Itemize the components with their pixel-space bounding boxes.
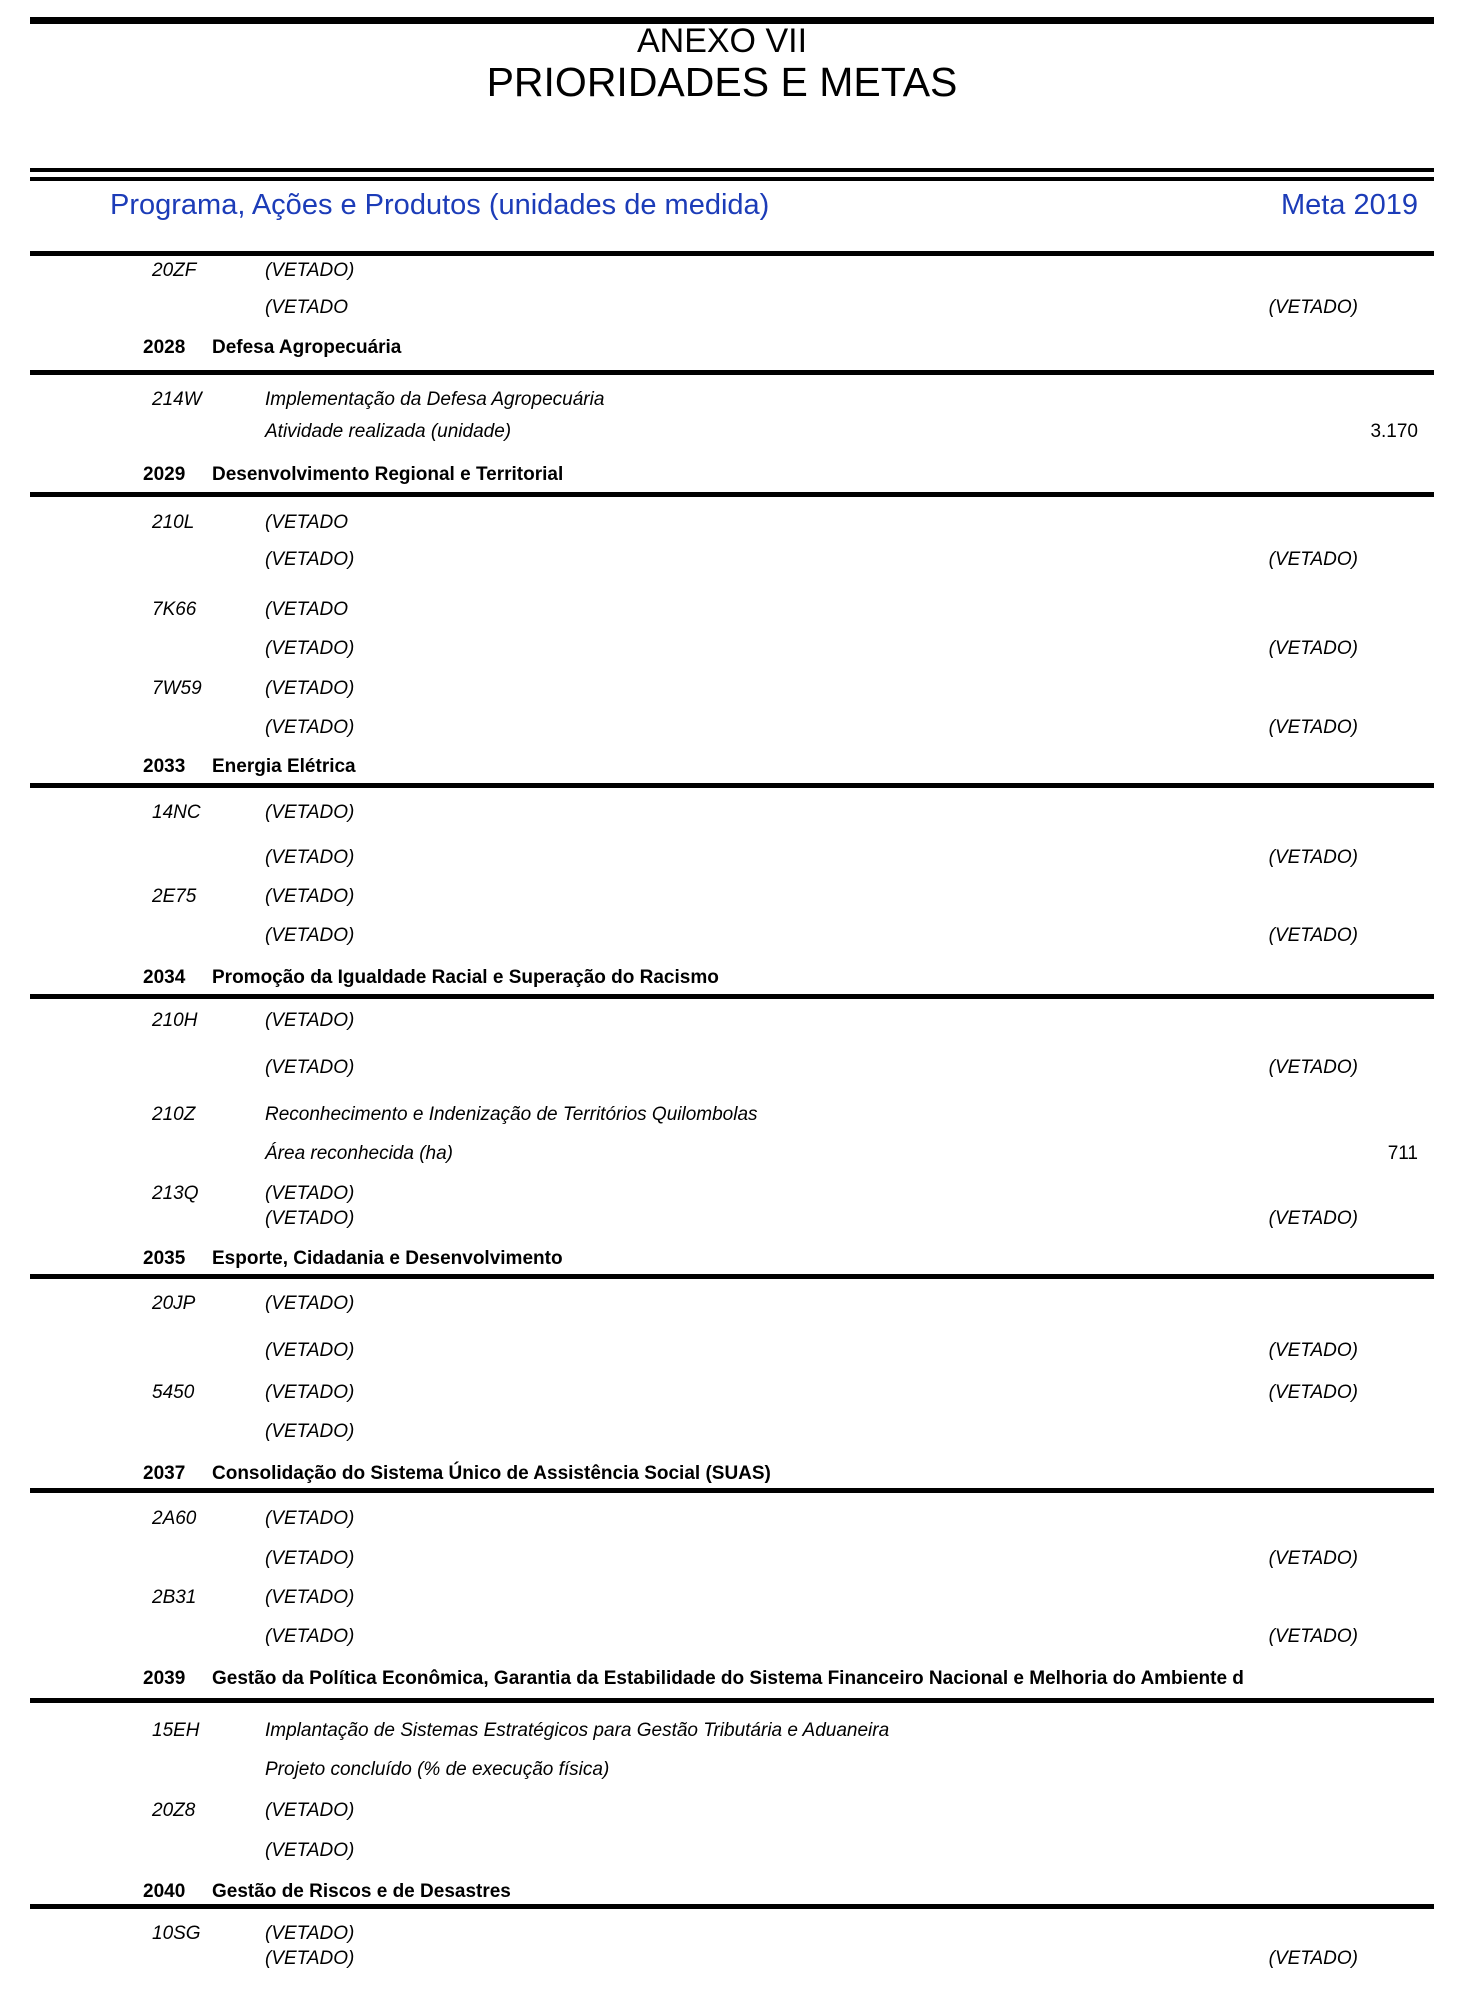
meta-value: 711 [1387, 1143, 1418, 1164]
action-description: (VETADO [265, 599, 349, 620]
action-description: (VETADO) [265, 1382, 355, 1403]
program-code: 2035 [143, 1248, 186, 1269]
meta-value: (VETADO) [1268, 1626, 1358, 1647]
action-code: 213Q [152, 1183, 199, 1204]
action-description: (VETADO) [265, 1293, 355, 1314]
action-row [0, 1799, 1464, 1823]
product-row [0, 1758, 1464, 1782]
product-description: (VETADO) [265, 925, 355, 946]
action-code: 214W [152, 389, 202, 410]
action-row [0, 885, 1464, 909]
product-description: (VETADO) [265, 847, 355, 868]
action-description: (VETADO) [265, 802, 355, 823]
program-code: 2028 [143, 337, 186, 358]
program-row [0, 1247, 1464, 1271]
product-row [0, 1947, 1464, 1971]
action-code: 2E75 [152, 886, 197, 907]
product-description: (VETADO) [265, 1057, 355, 1078]
section-divider-rule [30, 1488, 1434, 1493]
action-code: 20JP [152, 1293, 196, 1314]
product-description: (VETADO) [265, 549, 355, 570]
program-code: 2034 [143, 967, 186, 988]
program-code: 2033 [143, 756, 186, 777]
action-row [0, 1292, 1464, 1316]
product-description: (VETADO) [265, 1208, 355, 1229]
action-code: 2B31 [152, 1587, 197, 1608]
action-code: 7W59 [152, 678, 202, 699]
action-row [0, 1381, 1464, 1405]
meta-value: (VETADO) [1268, 1548, 1358, 1569]
action-code: 5450 [152, 1382, 195, 1403]
action-description: (VETADO) [265, 886, 355, 907]
product-description: (VETADO) [265, 717, 355, 738]
product-description: Projeto concluído (% de execução física) [265, 1759, 610, 1780]
program-row [0, 1667, 1464, 1691]
section-divider-rule [30, 994, 1434, 999]
action-description: (VETADO) [265, 1183, 355, 1204]
program-row [0, 336, 1464, 360]
program-code: 2037 [143, 1463, 186, 1484]
action-row [0, 1507, 1464, 1531]
product-row [0, 1142, 1464, 1166]
product-row [0, 1547, 1464, 1571]
action-description: (VETADO) [265, 1800, 355, 1821]
action-description: (VETADO) [265, 260, 355, 281]
product-description: (VETADO [265, 297, 349, 318]
section-divider-rule [30, 492, 1434, 497]
program-description: Promoção da Igualdade Racial e Superação do Racismo [212, 967, 719, 988]
product-row [0, 1056, 1464, 1080]
action-row [0, 259, 1464, 283]
action-row [0, 388, 1464, 412]
product-row [0, 296, 1464, 320]
product-row [0, 637, 1464, 661]
product-description: (VETADO) [265, 638, 355, 659]
column-header-programs: Programa, Ações e Produtos (unidades de medida) [110, 189, 770, 221]
header-rule [30, 251, 1434, 256]
action-row [0, 1182, 1464, 1206]
section-divider-rule [30, 1904, 1434, 1909]
double-rule-bottom [30, 177, 1434, 181]
action-description: Reconhecimento e Indenização de Territórios Quilombolas [265, 1104, 758, 1125]
page-subtitle: PRIORIDADES E METAS [486, 59, 958, 105]
action-description: Implantação de Sistemas Estratégicos para Gestão Tributária e Aduaneira [265, 1720, 890, 1741]
action-row [0, 598, 1464, 622]
product-row [0, 924, 1464, 948]
meta-value: (VETADO) [1268, 1208, 1358, 1229]
program-row [0, 1880, 1464, 1904]
action-row [0, 677, 1464, 701]
section-divider-rule [30, 783, 1434, 788]
program-description: Esporte, Cidadania e Desenvolvimento [212, 1248, 563, 1269]
product-row [0, 1339, 1464, 1363]
program-code: 2029 [143, 464, 186, 485]
program-row [0, 966, 1464, 990]
product-row [0, 716, 1464, 740]
action-code: 20Z8 [152, 1800, 196, 1821]
program-row [0, 1462, 1464, 1486]
product-description: (VETADO) [265, 1548, 355, 1569]
action-code: 15EH [152, 1720, 200, 1741]
meta-value: (VETADO) [1268, 925, 1358, 946]
meta-value: (VETADO) [1268, 1340, 1358, 1361]
action-code: 10SG [152, 1923, 201, 1944]
action-row [0, 511, 1464, 535]
action-row [0, 1009, 1464, 1033]
section-divider-rule [30, 370, 1434, 375]
action-code: 7K66 [152, 599, 197, 620]
meta-value: (VETADO) [1268, 549, 1358, 570]
column-header-meta: Meta 2019 [1280, 189, 1418, 221]
meta-value: (VETADO) [1268, 717, 1358, 738]
product-row [0, 1839, 1464, 1863]
action-row [0, 1922, 1464, 1946]
double-rule-top [30, 168, 1434, 172]
meta-value: (VETADO) [1268, 1948, 1358, 1969]
program-description: Desenvolvimento Regional e Territorial [212, 464, 564, 485]
meta-value: 3.170 [1370, 421, 1418, 442]
action-row [0, 1103, 1464, 1127]
program-code: 2039 [143, 1668, 186, 1689]
action-code: 14NC [152, 802, 201, 823]
product-row [0, 548, 1464, 572]
product-description: (VETADO) [265, 1340, 355, 1361]
meta-value: (VETADO) [1268, 297, 1358, 318]
program-description: Consolidação do Sistema Único de Assistência Social (SUAS) [212, 1463, 771, 1484]
action-description: (VETADO) [265, 1010, 355, 1031]
action-row [0, 1586, 1464, 1610]
program-description: Gestão da Política Econômica, Garantia da Estabilidade do Sistema Financeiro Nacional e Melhoria do Ambiente d [212, 1668, 1244, 1689]
program-description: Defesa Agropecuária [212, 337, 402, 358]
action-code: 2A60 [152, 1508, 197, 1529]
action-description: (VETADO) [265, 678, 355, 699]
section-divider-rule [30, 1698, 1434, 1703]
page-title: ANEXO VII [636, 22, 808, 60]
meta-value: (VETADO) [1268, 847, 1358, 868]
meta-value: (VETADO) [1268, 638, 1358, 659]
meta-value: (VETADO) [1268, 1057, 1358, 1078]
product-row [0, 846, 1464, 870]
product-row [0, 1625, 1464, 1649]
program-description: Energia Elétrica [212, 756, 356, 777]
product-description: (VETADO) [265, 1840, 355, 1861]
program-code: 2040 [143, 1881, 186, 1902]
action-code: 210Z [152, 1104, 196, 1125]
section-divider-rule [30, 1274, 1434, 1279]
program-description: Gestão de Riscos e de Desastres [212, 1881, 511, 1902]
action-description: (VETADO) [265, 1587, 355, 1608]
action-code: 210H [152, 1010, 198, 1031]
product-row [0, 420, 1464, 444]
action-row [0, 801, 1464, 825]
program-row [0, 463, 1464, 487]
product-row [0, 1207, 1464, 1231]
product-description: (VETADO) [265, 1421, 355, 1442]
action-row [0, 1719, 1464, 1743]
product-description: (VETADO) [265, 1626, 355, 1647]
action-description: (VETADO) [265, 1923, 355, 1944]
action-code: 20ZF [152, 260, 197, 281]
meta-value: (VETADO) [1268, 1382, 1358, 1403]
action-description: (VETADO [265, 512, 349, 533]
product-description: (VETADO) [265, 1948, 355, 1969]
action-code: 210L [152, 512, 195, 533]
product-description: Atividade realizada (unidade) [265, 421, 512, 442]
action-description: (VETADO) [265, 1508, 355, 1529]
action-description: Implementação da Defesa Agropecuária [265, 389, 605, 410]
product-row [0, 1420, 1464, 1444]
program-row [0, 755, 1464, 779]
product-description: Área reconhecida (ha) [265, 1143, 453, 1164]
